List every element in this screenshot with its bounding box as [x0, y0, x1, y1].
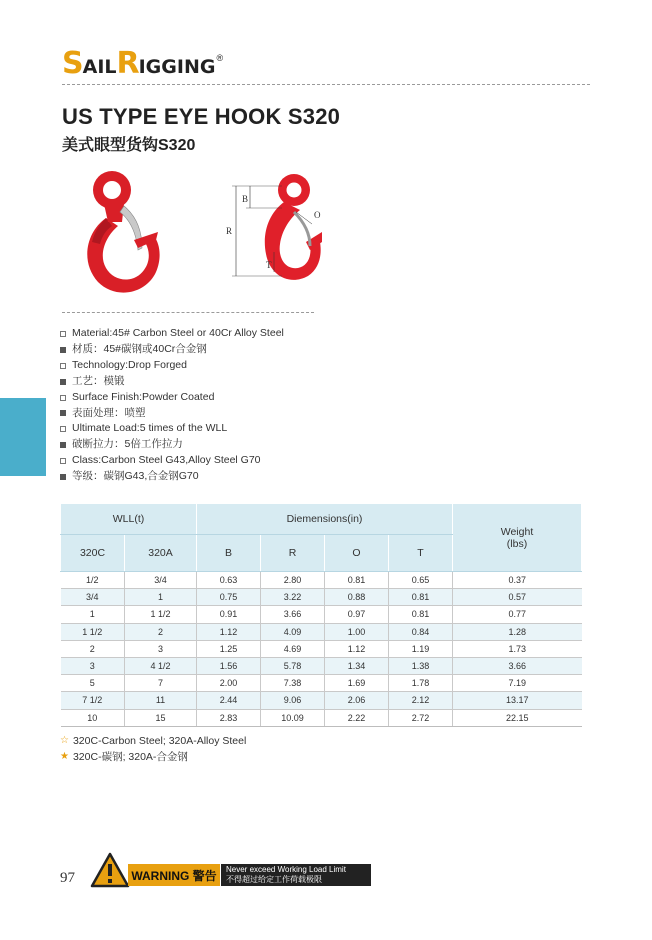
table-cell: 1.69	[325, 675, 389, 692]
table-cell: 0.81	[325, 572, 389, 589]
dim-label-b: B	[242, 194, 249, 204]
table-cell: 2.80	[261, 572, 325, 589]
table-row	[61, 606, 582, 623]
bullet-square-icon	[60, 347, 66, 353]
table-cell: 1.38	[389, 657, 453, 674]
page-subtitle-cn: 美式眼型货钩S320	[62, 137, 196, 154]
table-cell: 0.65	[389, 572, 453, 589]
spec-item: Ultimate Load:5 times of the WLL	[60, 421, 284, 437]
table-cell: 15	[125, 709, 197, 726]
spec-item: 工艺：模锻	[60, 374, 284, 390]
table-cell: 0.75	[197, 589, 261, 606]
table-cell: 4.69	[261, 640, 325, 657]
page-title: US TYPE EYE HOOK S320	[62, 104, 341, 129]
bullet-square-icon	[60, 331, 66, 337]
table-cell: 1	[125, 589, 197, 606]
table-cell: 0.57	[453, 589, 582, 606]
table-row	[61, 709, 582, 726]
logo-letter-s: S	[62, 46, 83, 81]
table-cell: 1.00	[325, 623, 389, 640]
table-cell: 1.12	[197, 623, 261, 640]
page-number: 97	[60, 870, 75, 886]
warning-triangle-icon	[90, 852, 130, 888]
header-r: R	[261, 535, 325, 572]
table-cell: 9.06	[261, 692, 325, 709]
spec-list	[60, 326, 284, 485]
dimensions-table	[60, 503, 582, 727]
table-cell: 7 1/2	[61, 692, 125, 709]
table-cell: 0.37	[453, 572, 582, 589]
table-cell: 2	[61, 640, 125, 657]
table-cell: 1 1/2	[125, 606, 197, 623]
header-divider	[62, 84, 590, 85]
table-cell: 2.44	[197, 692, 261, 709]
header-320a: 320A	[125, 535, 197, 572]
header-o: O	[325, 535, 389, 572]
table-cell: 7.38	[261, 675, 325, 692]
header-320c: 320C	[61, 535, 125, 572]
bullet-square-icon	[60, 395, 66, 401]
logo-text-igging: IGGING	[138, 56, 216, 78]
table-cell: 2.72	[389, 709, 453, 726]
star-filled-icon: ★	[60, 751, 69, 762]
table-cell: 10	[61, 709, 125, 726]
header-dimensions: Diemensions(in)	[197, 504, 453, 535]
table-cell: 2.83	[197, 709, 261, 726]
note-item: ☆ 320C-Carbon Steel; 320A-Alloy Steel	[60, 735, 247, 747]
table-cell: 5.78	[261, 657, 325, 674]
table-cell: 1/2	[61, 572, 125, 589]
table-cell: 4 1/2	[125, 657, 197, 674]
hook-photo	[72, 170, 172, 302]
table-row	[61, 640, 582, 657]
bullet-square-icon	[60, 442, 66, 448]
table-row	[61, 623, 582, 640]
table-cell: 2.22	[325, 709, 389, 726]
table-cell: 1 1/2	[61, 623, 125, 640]
table-cell: 1.28	[453, 623, 582, 640]
spec-item: 等级：碳钢G43,合金钢G70	[60, 469, 284, 485]
table-row	[61, 675, 582, 692]
spec-item: Surface Finish:Powder Coated	[60, 390, 284, 406]
warning-message: Never exceed Working Load Limit 不得超过给定工作荷载极限	[221, 864, 371, 886]
table-cell: 1	[61, 606, 125, 623]
table-cell: 3/4	[125, 572, 197, 589]
image-divider	[62, 312, 314, 313]
logo-letter-r: R	[116, 46, 139, 81]
dim-label-t: T	[266, 260, 272, 270]
bullet-square-icon	[60, 363, 66, 369]
note-item: ★ 320C-碳钢; 320A-合金钢	[60, 751, 188, 763]
table-row	[61, 692, 582, 709]
header-weight: Weight (lbs)	[453, 504, 582, 572]
table-cell: 0.63	[197, 572, 261, 589]
table-cell: 4.09	[261, 623, 325, 640]
spec-item: Material:45# Carbon Steel or 40Cr Alloy Steel	[60, 326, 284, 342]
notes	[60, 733, 246, 765]
table-cell: 5	[61, 675, 125, 692]
table-cell: 0.81	[389, 589, 453, 606]
table-cell: 13.17	[453, 692, 582, 709]
bullet-square-icon	[60, 410, 66, 416]
table-row	[61, 572, 582, 589]
header-b: B	[197, 535, 261, 572]
table-cell: 3.66	[261, 606, 325, 623]
spec-item: Technology:Drop Forged	[60, 358, 284, 374]
table-cell: 7.19	[453, 675, 582, 692]
table-cell: 1.25	[197, 640, 261, 657]
bullet-square-icon	[60, 474, 66, 480]
table-cell: 0.84	[389, 623, 453, 640]
table-cell: 2.12	[389, 692, 453, 709]
bullet-square-icon	[60, 458, 66, 464]
table-cell: 3.22	[261, 589, 325, 606]
registered-mark: ®	[216, 53, 224, 63]
header-wll: WLL(t)	[61, 504, 197, 535]
table-cell: 2.00	[197, 675, 261, 692]
brand-logo	[62, 46, 224, 81]
spec-item: 材质：45#碳钢或40Cr合金钢	[60, 342, 284, 358]
table-cell: 2.06	[325, 692, 389, 709]
table-cell: 1.78	[389, 675, 453, 692]
table-cell: 10.09	[261, 709, 325, 726]
table-cell: 0.77	[453, 606, 582, 623]
header-t: T	[389, 535, 453, 572]
spec-item: 表面处理：喷塑	[60, 406, 284, 422]
spec-item: 破断拉力：5倍工作拉力	[60, 437, 284, 453]
dim-label-o: O	[314, 210, 321, 220]
table-cell: 0.91	[197, 606, 261, 623]
table-cell: 2	[125, 623, 197, 640]
section-tab	[0, 398, 46, 476]
table-cell: 3.66	[453, 657, 582, 674]
table-cell: 0.81	[389, 606, 453, 623]
table-cell: 1.73	[453, 640, 582, 657]
warning-label: WARNING 警告	[128, 864, 220, 886]
table-cell: 0.97	[325, 606, 389, 623]
table-cell: 7	[125, 675, 197, 692]
table-row	[61, 657, 582, 674]
table-cell: 1.56	[197, 657, 261, 674]
table-cell: 1.12	[325, 640, 389, 657]
logo-text-ail: AIL	[82, 56, 117, 78]
table-body	[61, 572, 582, 727]
table-cell: 1.34	[325, 657, 389, 674]
bullet-square-icon	[60, 426, 66, 432]
spec-item: Class:Carbon Steel G43,Alloy Steel G70	[60, 453, 284, 469]
table-cell: 1.19	[389, 640, 453, 657]
table-cell: 11	[125, 692, 197, 709]
table-cell: 0.88	[325, 589, 389, 606]
table-cell: 3/4	[61, 589, 125, 606]
table-cell: 3	[61, 657, 125, 674]
dim-label-r: R	[226, 226, 233, 236]
hook-drawing	[222, 172, 332, 304]
table-cell: 3	[125, 640, 197, 657]
bullet-square-icon	[60, 379, 66, 385]
table-cell: 22.15	[453, 709, 582, 726]
star-outline-icon: ☆	[60, 735, 69, 746]
table-row	[61, 589, 582, 606]
